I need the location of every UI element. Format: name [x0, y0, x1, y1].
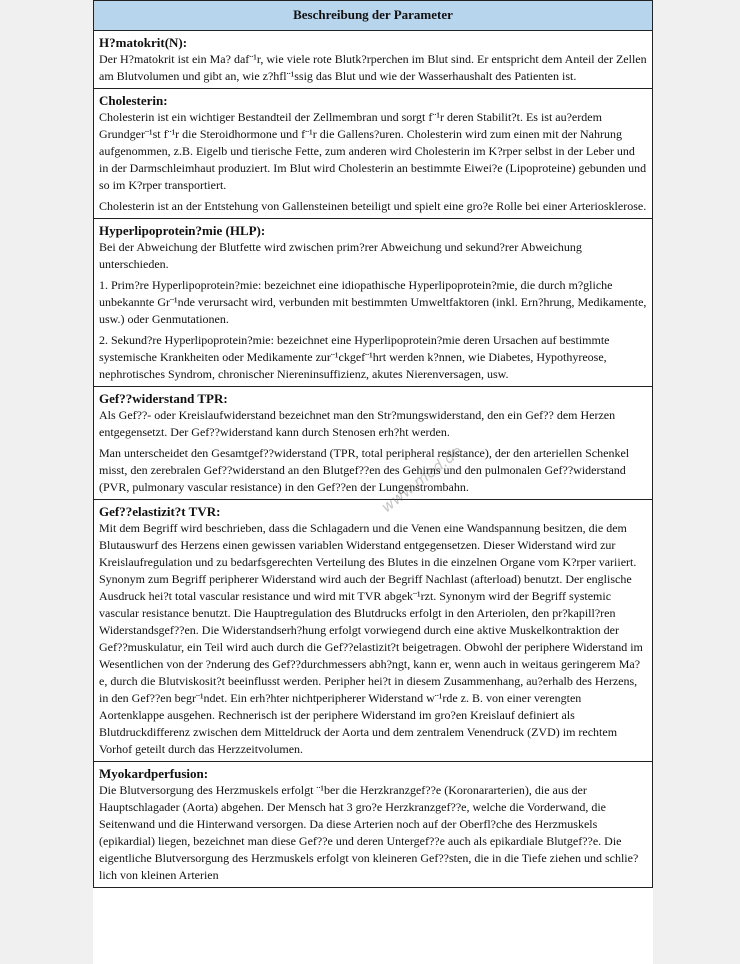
watermark: www.med.de	[377, 441, 466, 517]
section-paragraph: 2. Sekund?re Hyperlipoprotein?mie: bezeichnet eine Hyperlipoprotein?mie deren Ursachen auf bestimmte systemische Krankheiten oder Medikamente zur¨¹ckgef¨¹hrt werden k?nnen, wie Diabetes, Hypothyreose, nephrotisches Syndrom, chronischer Niereninsuffizienz, akutes Nierenversagen, usw.	[99, 333, 610, 381]
section-heading: Myokardperfusion:	[99, 766, 209, 781]
section-paragraph: Mit dem Begriff wird beschrieben, dass die Schlagadern und die Venen eine Wandspannung besitzen, die dem Blutauswurf des Herzens einen gewissen variablen Widerstand entgegensetzen. Dieser Widerstand wird zur Kreislaufregulation und zu bedarfsgerechten Verteilung des Blutes in die einzelnen Organe vom K?rper variiert. Synonym zum Begriff peripherer Widerstand wird auch der Begriff Nachlast (afterload) benutzt. Der englische Ausdruck hei?t total vascular resistance und wird mit TVR abgek¨¹rzt. Synonym wird der Begriff systemic vascular resistance benutzt. Die Hauptregulation des Blutdrucks erfolgt in den Arteriolen, den pr?kapill?ren Widerstandsgef??en. Die Widerstandserh?hung erfolgt vorwiegend durch eine aktive Muskelkontraktion der Gef??muskulatur, ein Teil wird auch durch die Gef??elastizit?t beigetragen. Obwohl der periphere Widerstand im Wesentlichen von der ?nderung des Gef??durchmessers abh?ngt, kann er, wenn auch in weitaus geringerem Ma?e, durch die Blutviskosit?t beeinflusst werden. Peripher hei?t in diesem Zusammenhang, au?erhalb des Herzens, in den Gef??en begr¨¹ndet. Ein erh?hter nichtperipherer Widerstand w¨¹rde z. B. von einer verengten Aortenklappe ausgehen. Rechnerisch ist der periphere Widerstand im gro?en Kreislauf definiert als Blutdruckdifferenz zwischen dem Mitteldruck der Aorta und dem zentralem Venendruck (ZVD) im rechtem Vorhof geteilt durch das Herzzeitvolumen.	[99, 521, 643, 756]
section-vascular-elasticity	[94, 500, 653, 762]
section-paragraph: Die Blutversorgung des Herzmuskels erfolgt ¨¹ber die Herzkranzgef??e (Koronararterien), die aus der Hauptschlagader (Aorta) abgehen. Der Mensch hat 3 gro?e Herzkranzgef??e, welche die Vorderwand, die Seitenwand und die Hinterwand versorgen. Da diese Arterien noch auf der Oberfl?che des Herzmuskels (epikardial) liegen, bezeichnet man diese Gef??e und deren Untergef??e auch als epikardiale Blutgef??e. Die eigentliche Blutversorgung des Herzmuskels erfolgt von kleineren Gef??sten, die in die Tiefe ziehen und schlie?lich von kleinen Arterien	[99, 783, 639, 882]
parameter-table	[93, 0, 653, 888]
section-paragraph: Cholesterin ist ein wichtiger Bestandteil der Zellmembran und sorgt f¨¹r deren Stabilit?t. Es ist au?erdem Grundger¨¹st f¨¹r die Steroidhormone und f¨¹r die Gallens?uren. Cholesterin wird zum einen mit der Nahrung aufgenommen, z.B. Eigelb und tierische Fette, zum anderen wird Cholesterin im K?rper selbst in der Leber und in der Darmschleimhaut produziert. Im Blut wird Cholesterin an bestimmte Eiwei?e (Lipoproteine) gebunden und so im K?rper transportiert.	[99, 110, 647, 192]
section-paragraph: Man unterscheidet den Gesamtgef??widerstand (TPR, total peripheral resistance), der den arteriellen Schenkel misst, den zerebralen Gef??widerstand an den Blutgef??en des Gehirns und den pulmonalen Gef??widerstand (PVR, pulmonary vascular resistance) in den Gef??en der Lungenstrombahn.	[99, 446, 630, 494]
table-header: Beschreibung der Parameter	[94, 1, 653, 31]
section-cholesterol	[94, 89, 653, 219]
section-vascular-resistance	[94, 387, 653, 500]
section-hematocrit	[94, 31, 653, 89]
section-myocardial-perfusion	[94, 762, 653, 888]
section-paragraph: Bei der Abweichung der Blutfette wird zwischen prim?rer Abweichung und sekund?rer Abweichung unterschieden.	[99, 240, 582, 271]
section-paragraph: Cholesterin ist an der Entstehung von Gallensteinen beteiligt und spielt eine gro?e Rolle bei einer Arteriosklerose.	[99, 199, 647, 213]
section-heading: H?matokrit(N):	[99, 35, 188, 50]
section-paragraph: 1. Prim?re Hyperlipoprotein?mie: bezeichnet eine idiopathische Hyperlipoprotein?mie, die durch m?gliche unbekannte Gr¨¹nde verursacht wird, verbunden mit bestimmten Umweltfaktoren (inkl. Ern?hrung, Medikamente, usw.) oder Genmutationen.	[99, 278, 647, 326]
section-hyperlipoproteinemia	[94, 219, 653, 387]
section-heading: Gef??elastizit?t TVR:	[99, 504, 221, 519]
section-paragraph: Als Gef??- oder Kreislaufwiderstand bezeichnet man den Str?mungswiderstand, den ein Gef?? dem Herzen entgegensetzt. Der Gef??widerstand kann durch Stenosen erh?ht werden.	[99, 408, 616, 439]
document-page	[93, 0, 653, 964]
section-heading: Hyperlipoprotein?mie (HLP):	[99, 223, 266, 238]
section-paragraph: Der H?matokrit ist ein Ma? daf¨¹r, wie viele rote Blutk?rperchen im Blut sind. Er entspricht dem Anteil der Zellen am Blutvolumen und gibt an, wie z?hfl¨¹ssig das Blut und wie der Wasserhaushalt des Patienten ist.	[99, 52, 647, 83]
section-heading: Gef??widerstand TPR:	[99, 391, 228, 406]
section-heading: Cholesterin:	[99, 93, 168, 108]
